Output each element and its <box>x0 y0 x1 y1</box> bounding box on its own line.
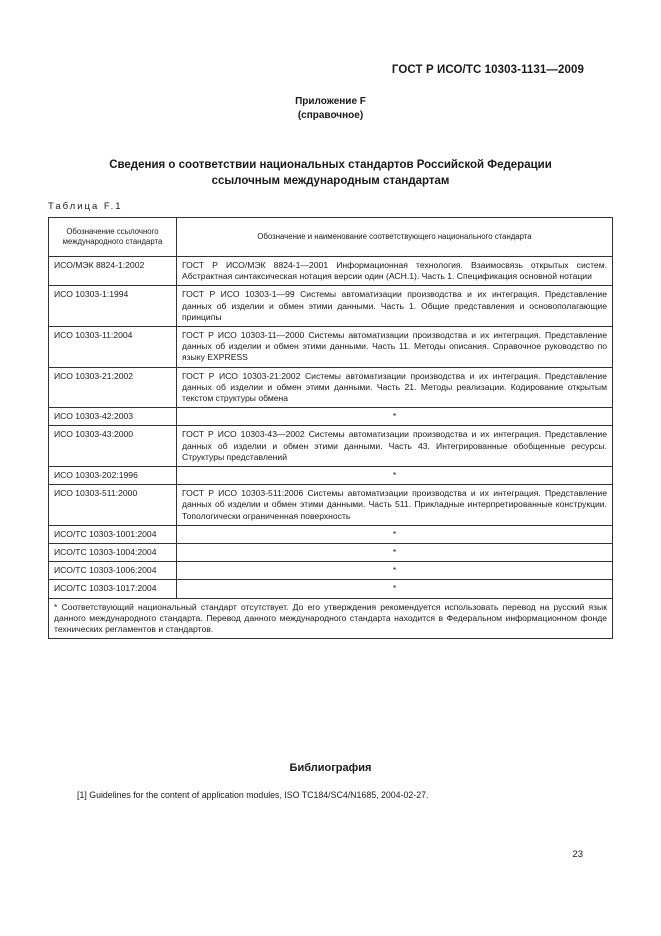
document-designation: ГОСТ Р ИСО/ТС 10303-1131—2009 <box>391 64 584 76</box>
table-row <box>49 426 613 467</box>
national-standard-cell: * <box>177 467 613 485</box>
table-row <box>49 286 613 327</box>
national-standard-cell: * <box>177 544 613 562</box>
header-intl-standard: Обозначение ссылочного международного стандарта <box>49 218 177 257</box>
national-standard-cell: ГОСТ Р ИСО 10303-43—2002 Системы автоматизации производства и их интеграция. Представление данных об изделии и обмен этими данными. Часть 43. Интегрированные обобщенные ресурсы. Структуры представлений <box>177 426 613 467</box>
bibliography-title: Библиография <box>289 762 372 774</box>
table-row <box>49 562 613 580</box>
table-row <box>49 408 613 426</box>
intl-standard-cell: ИСО/ТС 10303-1017:2004 <box>49 580 177 598</box>
intl-standard-cell: ИСО 10303-42:2003 <box>49 408 177 426</box>
national-standard-cell: ГОСТ Р ИСО 10303-11—2000 Системы автоматизации производства и их интеграция. Представление данных об изделии и обмен этими данными. Часть 11. Методы описания. Справочное руководство по языку EXPRESS <box>177 327 613 368</box>
table-header-row <box>49 218 613 257</box>
header-national-standard: Обозначение и наименование соответствующего национального стандарта <box>177 218 613 257</box>
table-footnote-row <box>49 598 613 639</box>
intl-standard-cell: ИСО 10303-511:2000 <box>49 485 177 526</box>
table-row <box>49 327 613 368</box>
intl-standard-cell: ИСО/ТС 10303-1004:2004 <box>49 544 177 562</box>
table-row <box>49 367 613 408</box>
intl-standard-cell: ИСО/МЭК 8824-1:2002 <box>49 257 177 286</box>
intl-standard-cell: ИСО 10303-21:2002 <box>49 367 177 408</box>
intl-standard-cell: ИСО 10303-43:2000 <box>49 426 177 467</box>
table-row <box>49 467 613 485</box>
table-footnote: * Соответствующий национальный стандарт отсутствует. До его утверждения рекомендуется использовать перевод на русский язык данного международного стандарта. Перевод данного международного стандарта находится в Федеральном информационном фонде технических регламентов и стандартов. <box>49 598 613 639</box>
section-title-line-1: Сведения о соответствии национальных стандартов Российской Федерации <box>109 159 552 171</box>
national-standard-cell: ГОСТ Р ИСО/МЭК 8824-1—2001 Информационная технология. Взаимосвязь открытых систем. Абстрактная синтаксическая нотация версии один (АСН.1). Часть 1. Спецификация основной нотации <box>177 257 613 286</box>
national-standard-cell: * <box>177 562 613 580</box>
table-row <box>49 257 613 286</box>
national-standard-cell: * <box>177 580 613 598</box>
national-standard-cell: * <box>177 525 613 543</box>
intl-standard-cell: ИСО/ТС 10303-1001:2004 <box>49 525 177 543</box>
appendix-heading <box>0 95 661 123</box>
section-title <box>0 157 661 189</box>
table-row <box>49 580 613 598</box>
appendix-subtitle: (справочное) <box>297 110 364 121</box>
intl-standard-cell: ИСО/ТС 10303-1006:2004 <box>49 562 177 580</box>
section-title-line-2: ссылочным международным стандартам <box>211 175 450 187</box>
correspondence-table <box>48 217 613 639</box>
table-row <box>49 525 613 543</box>
table-row <box>49 544 613 562</box>
national-standard-cell: ГОСТ Р ИСО 10303-21:2002 Системы автоматизации производства и их интеграция. Представление данных об изделии и обмен этими данными. Часть 21. Методы реализации. Кодирование открытым текстом структуры обмена <box>177 367 613 408</box>
page-number: 23 <box>572 849 583 860</box>
national-standard-cell: ГОСТ Р ИСО 10303-1—99 Системы автоматизации производства и их интеграция. Представление данных об изделии и обмен этими данными. Часть 1. Общие представления и основополагающие принципы <box>177 286 613 327</box>
national-standard-cell: * <box>177 408 613 426</box>
table-caption: Таблица F.1 <box>48 201 123 212</box>
national-standard-cell: ГОСТ Р ИСО 10303-511:2006 Системы автоматизации производства и их интеграция. Представление данных об изделии и обмен этими данными. Часть 511. Прикладные интерпретированные конструкции. Топологически ограниченная поверхность <box>177 485 613 526</box>
bibliography-item: [1] Guidelines for the content of application modules, ISO TC184/SC4/N1685, 2004-02-27. <box>77 790 429 800</box>
intl-standard-cell: ИСО 10303-202:1996 <box>49 467 177 485</box>
appendix-title: Приложение F <box>295 96 366 107</box>
intl-standard-cell: ИСО 10303-11:2004 <box>49 327 177 368</box>
intl-standard-cell: ИСО 10303-1:1994 <box>49 286 177 327</box>
table-row <box>49 485 613 526</box>
